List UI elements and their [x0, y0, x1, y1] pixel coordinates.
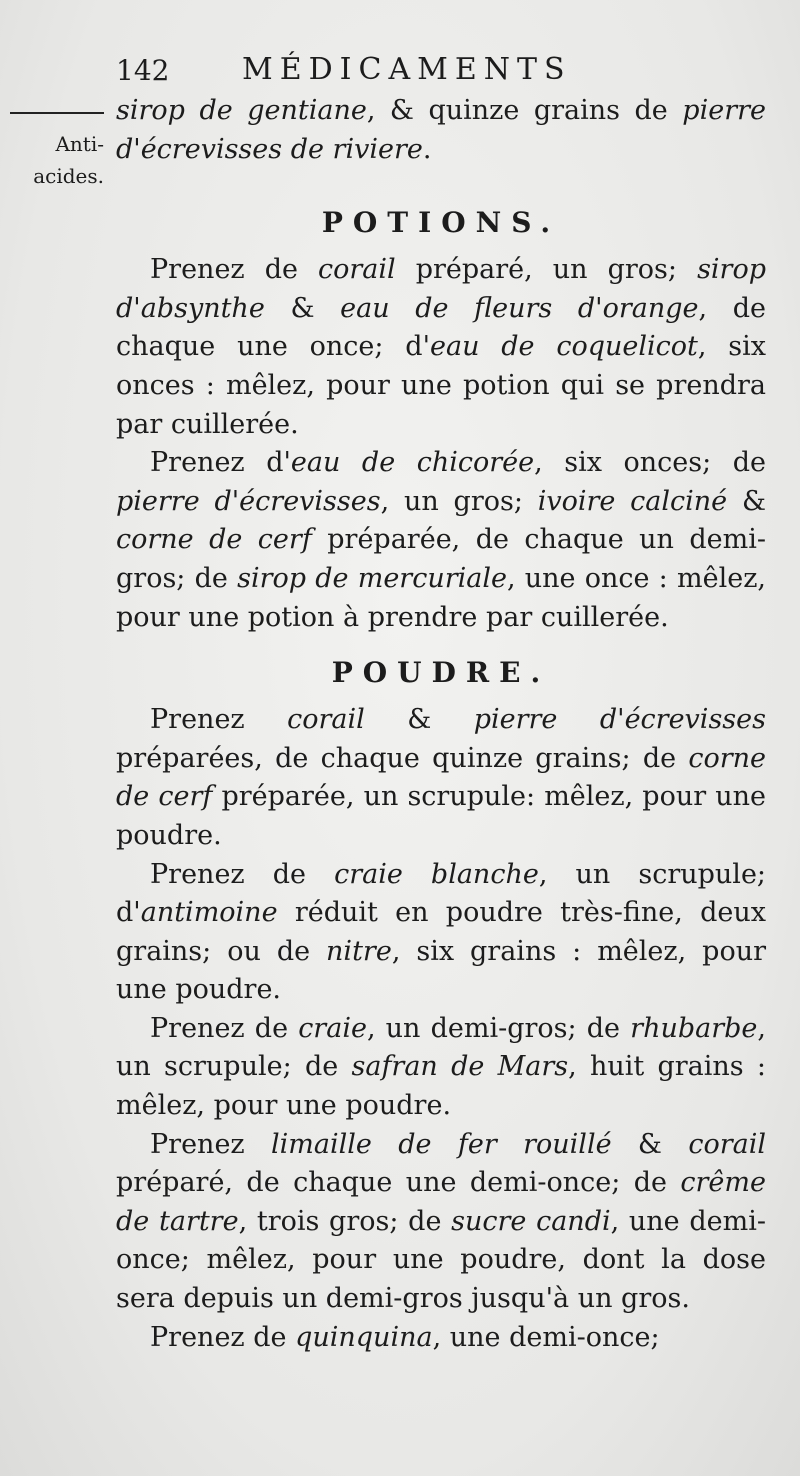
section-heading: POUDRE. — [331, 656, 551, 690]
running-title: MÉDICAMENTS — [242, 52, 572, 87]
text-run: , six onces : mêlez, pour une potion qui se prendra par cuillerée. — [116, 331, 767, 440]
text-run: , une once : mêlez, pour une potion à prendre par cuillerée. — [116, 562, 766, 633]
text-run: , huit grains : mêlez, pour une poudre. — [116, 1051, 766, 1122]
italic-term: crême de tartre — [116, 1167, 766, 1237]
text-run: & — [264, 292, 341, 324]
text-run: Prenez de — [150, 1012, 299, 1044]
sections — [116, 195, 766, 1357]
italic-term: pierre d'écrevisses — [473, 704, 766, 736]
italic-term: sirop de mercuriale — [237, 562, 507, 594]
text-run: & — [364, 704, 474, 736]
italic-term: eau de chicorée — [290, 447, 535, 479]
italic-term: pierre d'écrevisses — [116, 485, 381, 517]
margin-rule — [10, 112, 104, 114]
text-run: , six onces; de — [534, 447, 766, 479]
text-run: réduit en poudre très-fine, deux grains; ou de — [116, 897, 766, 967]
page-header — [0, 52, 800, 92]
recipe-paragraph — [116, 856, 766, 1010]
italic-term: corail — [287, 704, 365, 736]
italic-term: eau de coquelicot — [430, 331, 698, 363]
recipe-paragraph — [116, 251, 766, 444]
italic-term: corail — [688, 1128, 766, 1160]
section-heading: POTIONS. — [321, 206, 561, 240]
text-run: préparées, de chaque quinze grains; de — [116, 742, 689, 774]
recipe-paragraph — [116, 1126, 766, 1319]
text-run: , & quinze grains de — [366, 95, 683, 126]
text-run: Prenez — [150, 704, 288, 736]
italic-term: corne de cerf — [116, 742, 766, 813]
italic-term: craie blanche — [334, 858, 539, 890]
text-run: , six grains : mêlez, pour une poudre. — [116, 935, 766, 1006]
text-run: , un scrupule; de — [116, 1012, 766, 1083]
text-run: & — [727, 485, 766, 517]
text-run: , trois gros; de — [238, 1205, 452, 1237]
margin-note-text: Anti- acides. — [33, 132, 104, 188]
italic-term: limaille de fer rouillé — [271, 1128, 612, 1160]
italic-term: nitre — [326, 935, 392, 967]
text-body — [116, 92, 766, 1357]
text-run: , de chaque une once; d' — [116, 292, 766, 363]
text-run: Prenez de — [150, 858, 335, 890]
page-number: 142 — [116, 54, 170, 87]
recipe-paragraph — [116, 1319, 766, 1358]
italic-term: sirop de gentiane — [116, 95, 367, 126]
italic-term: pierre d'écrevisses de riviere — [116, 95, 766, 165]
italic-term: eau de fleurs d'orange — [340, 292, 699, 324]
text-run: préparé, un gros; — [395, 254, 698, 286]
text-run: , une demi-once; mêlez, pour une poudre, dont la dose sera depuis un demi-gros jusqu'à un gros. — [116, 1205, 766, 1315]
text-run: Prenez d' — [150, 447, 291, 479]
italic-term: craie — [298, 1012, 367, 1044]
italic-term: rhubarbe — [630, 1012, 758, 1044]
text-run: Prenez de — [150, 1321, 296, 1353]
text-run: , un scrupule; d' — [116, 858, 767, 929]
text-run: Prenez de — [150, 254, 319, 286]
recipe-paragraph — [116, 1010, 766, 1126]
text-run: , un demi-gros; de — [366, 1012, 631, 1044]
text-run: préparée, un scrupule: mêlez, pour une poudre. — [116, 781, 766, 851]
text-run: . — [422, 133, 432, 165]
italic-term: corne de cerf — [116, 524, 312, 556]
text-run: & — [611, 1128, 689, 1160]
text-run: , un gros; — [380, 485, 538, 517]
text-run: , une demi-once; — [432, 1321, 660, 1353]
text-run: préparé, de chaque une demi-once; de — [116, 1167, 681, 1199]
text-run: Prenez — [150, 1128, 272, 1160]
italic-term: sucre candi — [451, 1205, 611, 1237]
continuation-paragraph — [116, 92, 766, 169]
recipe-paragraph — [116, 701, 766, 855]
italic-term: corail — [318, 254, 396, 286]
italic-term: antimoine — [140, 897, 278, 929]
italic-term: quinquina — [295, 1321, 433, 1353]
margin-note — [12, 128, 104, 192]
italic-term: safran de Mars — [351, 1051, 569, 1083]
italic-term: ivoire calciné — [537, 485, 728, 517]
italic-term: sirop d'absynthe — [116, 254, 766, 324]
recipe-paragraph — [116, 444, 766, 637]
text-run: préparée, de chaque un demi-gros; de — [116, 524, 766, 594]
